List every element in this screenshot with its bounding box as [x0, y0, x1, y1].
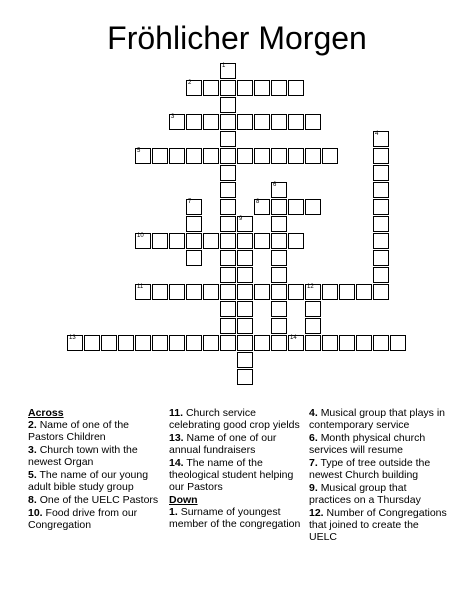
grid-cell[interactable]: [271, 301, 287, 317]
grid-cell[interactable]: [305, 301, 321, 317]
clue-column-1: [28, 407, 163, 532]
grid-cell[interactable]: [220, 131, 236, 147]
grid-cell[interactable]: [203, 284, 219, 300]
grid-cell[interactable]: [220, 216, 236, 232]
grid-cell[interactable]: [356, 284, 372, 300]
grid-cell[interactable]: [271, 199, 287, 215]
grid-cell[interactable]: [169, 148, 185, 164]
grid-cell[interactable]: [237, 114, 253, 130]
grid-cell[interactable]: [271, 148, 287, 164]
grid-cell[interactable]: [220, 97, 236, 113]
down-heading: Down: [169, 494, 198, 506]
grid-clue-number: 5: [137, 148, 141, 154]
grid-cell[interactable]: [186, 199, 202, 215]
grid-cell[interactable]: [288, 233, 304, 249]
grid-cell[interactable]: [288, 148, 304, 164]
grid-cell[interactable]: [271, 267, 287, 283]
grid-cell[interactable]: [322, 148, 338, 164]
grid-cell[interactable]: [373, 250, 389, 266]
grid-cell[interactable]: [339, 335, 355, 351]
grid-clue-number: 4: [375, 131, 379, 137]
grid-cell[interactable]: [339, 284, 355, 300]
grid-cell[interactable]: [237, 148, 253, 164]
grid-cell[interactable]: [373, 284, 389, 300]
clue-column-3: [309, 407, 449, 544]
grid-cell[interactable]: [271, 318, 287, 334]
grid-cell[interactable]: [254, 233, 270, 249]
grid-cell[interactable]: [288, 80, 304, 96]
grid-cell[interactable]: [135, 335, 151, 351]
grid-cell[interactable]: [135, 148, 151, 164]
grid-cell[interactable]: [373, 335, 389, 351]
grid-cell[interactable]: [305, 284, 321, 300]
grid-cell[interactable]: [237, 369, 253, 385]
grid-cell[interactable]: [152, 284, 168, 300]
grid-cell[interactable]: [186, 80, 202, 96]
clue-down-6: 6. Month physical church services will resume: [309, 432, 426, 456]
clue-across-8: 8. One of the UELC Pastors: [28, 494, 159, 506]
grid-cell[interactable]: [84, 335, 100, 351]
clue-across-2: 2. Name of one of the Pastors Children: [28, 419, 129, 443]
grid-cell[interactable]: [220, 199, 236, 215]
clue-down-12: 12. Number of Congregations that joined to create the UELC: [309, 507, 447, 543]
grid-cell[interactable]: [237, 301, 253, 317]
grid-cell[interactable]: [271, 182, 287, 198]
grid-cell[interactable]: [305, 114, 321, 130]
clue-across-5: 5. The name of our young adult bible study group: [28, 469, 149, 493]
grid-cell[interactable]: [220, 148, 236, 164]
grid-cell[interactable]: [390, 335, 406, 351]
grid-cell[interactable]: [237, 216, 253, 232]
grid-cell[interactable]: [305, 318, 321, 334]
grid-cell[interactable]: [373, 148, 389, 164]
grid-cell[interactable]: [203, 335, 219, 351]
grid-cell[interactable]: [67, 335, 83, 351]
grid-cell[interactable]: [118, 335, 134, 351]
clue-down-9: 9. Musical group that practices on a Thursday: [309, 482, 421, 506]
grid-cell[interactable]: [169, 284, 185, 300]
grid-cell[interactable]: [356, 335, 372, 351]
clue-across-10: 10. Food drive from our Congregation: [28, 507, 138, 531]
grid-cell[interactable]: [203, 233, 219, 249]
grid-cell[interactable]: [135, 233, 151, 249]
grid-cell[interactable]: [220, 114, 236, 130]
grid-cell[interactable]: [237, 80, 253, 96]
grid-clue-number: 11: [137, 284, 144, 290]
grid-cell[interactable]: [186, 148, 202, 164]
grid-clue-number: 10: [137, 233, 144, 239]
grid-cell[interactable]: [220, 318, 236, 334]
clue-down-7: 7. Type of tree outside the newest Church building: [309, 457, 431, 481]
grid-cell[interactable]: [271, 250, 287, 266]
grid-cell[interactable]: [237, 318, 253, 334]
grid-cell[interactable]: [373, 233, 389, 249]
grid-cell[interactable]: [220, 80, 236, 96]
grid-cell[interactable]: [186, 250, 202, 266]
grid-cell[interactable]: [271, 216, 287, 232]
grid-cell[interactable]: [186, 284, 202, 300]
grid-cell[interactable]: [152, 233, 168, 249]
grid-cell[interactable]: [254, 199, 270, 215]
grid-cell[interactable]: [373, 165, 389, 181]
clue-down-1: 1. Surname of youngest member of the congregation: [169, 506, 301, 530]
grid-cell[interactable]: [203, 80, 219, 96]
grid-cell[interactable]: [237, 335, 253, 351]
puzzle-title: Fröhlicher Morgen: [107, 20, 367, 56]
grid-cell[interactable]: [237, 284, 253, 300]
grid-cell[interactable]: [135, 284, 151, 300]
grid-cell[interactable]: [254, 80, 270, 96]
grid-cell[interactable]: [288, 284, 304, 300]
grid-cell[interactable]: [169, 114, 185, 130]
grid-clue-number: 14: [290, 335, 297, 341]
grid-cell[interactable]: [373, 216, 389, 232]
grid-cell[interactable]: [203, 114, 219, 130]
grid-clue-number: 3: [171, 114, 175, 120]
grid-cell[interactable]: [373, 267, 389, 283]
grid-cell[interactable]: [237, 250, 253, 266]
grid-cell[interactable]: [152, 148, 168, 164]
grid-cell[interactable]: [305, 148, 321, 164]
grid-cell[interactable]: [220, 267, 236, 283]
grid-cell[interactable]: [186, 233, 202, 249]
grid-cell[interactable]: [271, 233, 287, 249]
grid-cell[interactable]: [220, 182, 236, 198]
grid-cell[interactable]: [288, 199, 304, 215]
grid-cell[interactable]: [186, 216, 202, 232]
grid-cell[interactable]: [288, 335, 304, 351]
grid-clue-number: 2: [188, 80, 192, 86]
grid-cell[interactable]: [203, 148, 219, 164]
grid-cell[interactable]: [220, 233, 236, 249]
across-heading: Across: [28, 407, 64, 419]
grid-clue-number: 7: [188, 199, 192, 205]
grid-cell[interactable]: [254, 148, 270, 164]
grid-cell[interactable]: [322, 284, 338, 300]
grid-cell[interactable]: [271, 284, 287, 300]
clue-column-2: [169, 407, 304, 531]
clue-down-4: 4. Musical group that plays in contemporary service: [309, 407, 446, 431]
grid-cell[interactable]: [220, 63, 236, 79]
grid-clue-number: 1: [222, 63, 226, 69]
grid-cell[interactable]: [254, 114, 270, 130]
grid-cell[interactable]: [254, 284, 270, 300]
grid-clue-number: 8: [256, 199, 260, 205]
grid-cell[interactable]: [373, 182, 389, 198]
grid-cell[interactable]: [271, 114, 287, 130]
clue-across-11: 11. Church service celebrating good crop yields: [169, 407, 300, 431]
grid-clue-number: 6: [273, 182, 277, 188]
grid-cell[interactable]: [220, 250, 236, 266]
grid-cell[interactable]: [373, 199, 389, 215]
grid-cell[interactable]: [152, 335, 168, 351]
grid-cell[interactable]: [220, 301, 236, 317]
grid-cell[interactable]: [220, 165, 236, 181]
clue-across-13: 13. Name of one of our annual fundraisers: [169, 432, 277, 456]
clue-across-3: 3. Church town with the newest Organ: [28, 444, 138, 468]
grid-cell[interactable]: [305, 199, 321, 215]
grid-cell[interactable]: [220, 335, 236, 351]
grid-cell[interactable]: [271, 80, 287, 96]
grid-cell[interactable]: [254, 335, 270, 351]
grid-cell[interactable]: [101, 335, 117, 351]
grid-cell[interactable]: [288, 114, 304, 130]
grid-cell[interactable]: [305, 335, 321, 351]
grid-cell[interactable]: [237, 267, 253, 283]
grid-cell[interactable]: [186, 335, 202, 351]
grid-cell[interactable]: [169, 233, 185, 249]
grid-cell[interactable]: [373, 131, 389, 147]
grid-cell[interactable]: [322, 335, 338, 351]
grid-clue-number: 12: [307, 284, 314, 290]
grid-cell[interactable]: [237, 233, 253, 249]
grid-cell[interactable]: [271, 335, 287, 351]
grid-cell[interactable]: [169, 335, 185, 351]
clue-across-14: 14. The name of the theological student helping our Pastors: [169, 457, 294, 493]
grid-clue-number: 9: [239, 216, 243, 222]
grid-cell[interactable]: [220, 284, 236, 300]
grid-cell[interactable]: [237, 352, 253, 368]
grid-cell[interactable]: [186, 114, 202, 130]
grid-clue-number: 13: [69, 335, 76, 341]
